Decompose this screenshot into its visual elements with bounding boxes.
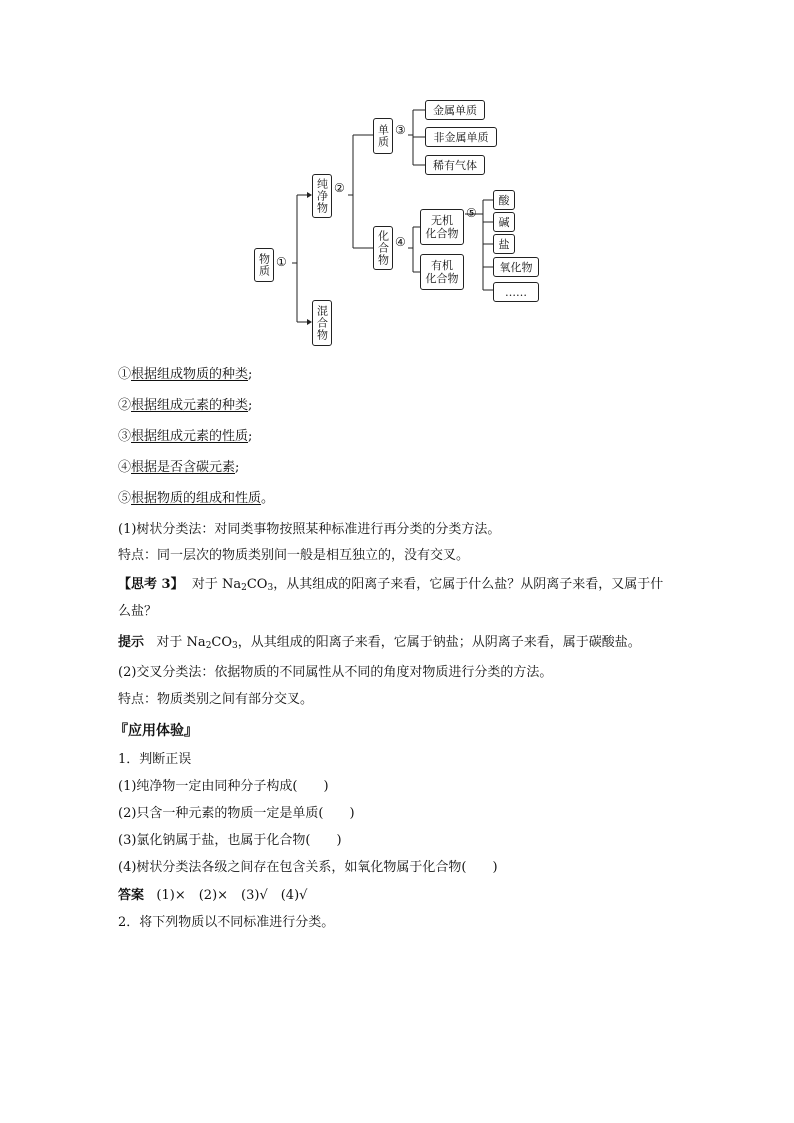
node-acid: 酸 bbox=[493, 190, 515, 210]
node-base: 碱 bbox=[493, 212, 515, 232]
think-hint bbox=[118, 634, 641, 652]
practice-question-1: 1．判断正误 bbox=[118, 752, 192, 767]
practice-item-3: (3)氯化钠属于盐，也属于化合物( ) bbox=[118, 833, 342, 848]
criterion-4 bbox=[118, 459, 239, 477]
practice-answer bbox=[118, 887, 307, 905]
think-q-mid: CO bbox=[246, 577, 268, 592]
practice-item-4: (4)树状分类法各级之间存在包含关系，如氧化物属于化合物( ) bbox=[118, 860, 498, 875]
practice-item-2: (2)只含一种元素的物质一定是单质( ) bbox=[118, 806, 355, 821]
node-nonmetal-element: 非金属单质 bbox=[425, 127, 497, 147]
criterion-marker-4: ④ bbox=[395, 235, 406, 249]
criterion-num: ① bbox=[118, 367, 132, 382]
criterion-num: ⑤ bbox=[118, 491, 132, 506]
criterion-1 bbox=[118, 366, 252, 384]
criterion-num: ② bbox=[118, 398, 132, 413]
node-noble-gas: 稀有气体 bbox=[425, 155, 485, 175]
answer-text: (1)× (2)× (3)√ (4)√ bbox=[156, 888, 308, 903]
think-q-sub1: 2 bbox=[241, 583, 247, 593]
root-node-substance: 物质 bbox=[254, 248, 274, 282]
node-pure-substance: 纯净物 bbox=[312, 174, 332, 218]
criterion-2 bbox=[118, 397, 252, 415]
hint-mid: CO bbox=[211, 635, 233, 650]
node-metal-element: 金属单质 bbox=[425, 100, 485, 120]
hint-pre: 对于 Na bbox=[156, 635, 206, 650]
node-element: 单质 bbox=[373, 118, 393, 154]
node-organic-compound bbox=[420, 254, 464, 290]
inorganic-line-2: 化合物 bbox=[425, 227, 459, 240]
answer-label: 答案 bbox=[118, 888, 145, 903]
criterion-num: ③ bbox=[118, 429, 132, 444]
criterion-text: 根据组成物质的种类 bbox=[131, 367, 249, 382]
criterion-marker-3: ③ bbox=[395, 123, 406, 137]
hint-label: 提示 bbox=[118, 635, 145, 650]
criterion-text: 根据物质的组成和性质 bbox=[131, 491, 262, 506]
criterion-end: ; bbox=[235, 460, 240, 475]
criterion-marker-2: ② bbox=[334, 181, 345, 195]
think-label: 【思考 3】 bbox=[118, 577, 184, 592]
inorganic-line-1: 无机 bbox=[431, 214, 453, 227]
organic-line-1: 有机 bbox=[431, 259, 453, 272]
classification-diagram bbox=[240, 90, 560, 355]
think-q-pre: 对于 Na bbox=[191, 577, 242, 592]
tree-classification-feature: 特点：同一层次的物质类别间一般是相互独立的，没有交叉。 bbox=[118, 548, 470, 563]
criterion-num: ④ bbox=[118, 460, 132, 475]
tree-classification-definition: (1)树状分类法：对同类事物按照某种标准进行再分类的分类方法。 bbox=[118, 522, 501, 537]
criterion-text: 根据是否含碳元素 bbox=[131, 460, 236, 475]
criterion-end: ; bbox=[248, 429, 253, 444]
criterion-5 bbox=[118, 490, 274, 508]
think-q-post: ，从其组成的阳离子来看，它属于什么盐？从阴离子来看，又属于什 bbox=[273, 577, 664, 592]
node-inorganic-compound bbox=[420, 209, 464, 245]
organic-line-2: 化合物 bbox=[425, 272, 459, 285]
node-more: …… bbox=[493, 282, 539, 302]
criterion-end: ; bbox=[248, 367, 253, 382]
think-q-sub2: 3 bbox=[267, 583, 274, 593]
criterion-end: ; bbox=[248, 398, 253, 413]
node-oxide: 氧化物 bbox=[493, 257, 539, 277]
cross-classification-definition: (2)交叉分类法：依据物质的不同属性从不同的角度对物质进行分类的方法。 bbox=[118, 665, 553, 680]
think-question bbox=[118, 576, 663, 594]
think-question-line2: 么盐？ bbox=[118, 604, 158, 619]
cross-classification-feature: 特点：物质类别之间有部分交叉。 bbox=[118, 692, 314, 707]
practice-item-1: (1)纯净物一定由同种分子构成( ) bbox=[118, 779, 329, 794]
criterion-marker-5: ⑤ bbox=[466, 206, 477, 220]
hint-sub1: 2 bbox=[205, 641, 212, 651]
criterion-3 bbox=[118, 428, 252, 446]
criterion-end: 。 bbox=[261, 491, 275, 506]
hint-post: ，从其组成的阳离子来看，它属于钠盐；从阴离子来看，属于碳酸盐。 bbox=[237, 635, 641, 650]
practice-question-2: 2．将下列物质以不同标准进行分类。 bbox=[118, 915, 335, 930]
criterion-marker-1: ① bbox=[276, 255, 287, 269]
node-compound: 化合物 bbox=[373, 226, 393, 270]
criterion-text: 根据组成元素的种类 bbox=[131, 398, 249, 413]
criterion-text: 根据组成元素的性质 bbox=[131, 429, 249, 444]
practice-section-title: 『应用体验』 bbox=[114, 723, 198, 739]
node-salt: 盐 bbox=[493, 234, 515, 254]
node-mixture: 混合物 bbox=[312, 300, 332, 346]
hint-sub2: 3 bbox=[232, 641, 238, 651]
